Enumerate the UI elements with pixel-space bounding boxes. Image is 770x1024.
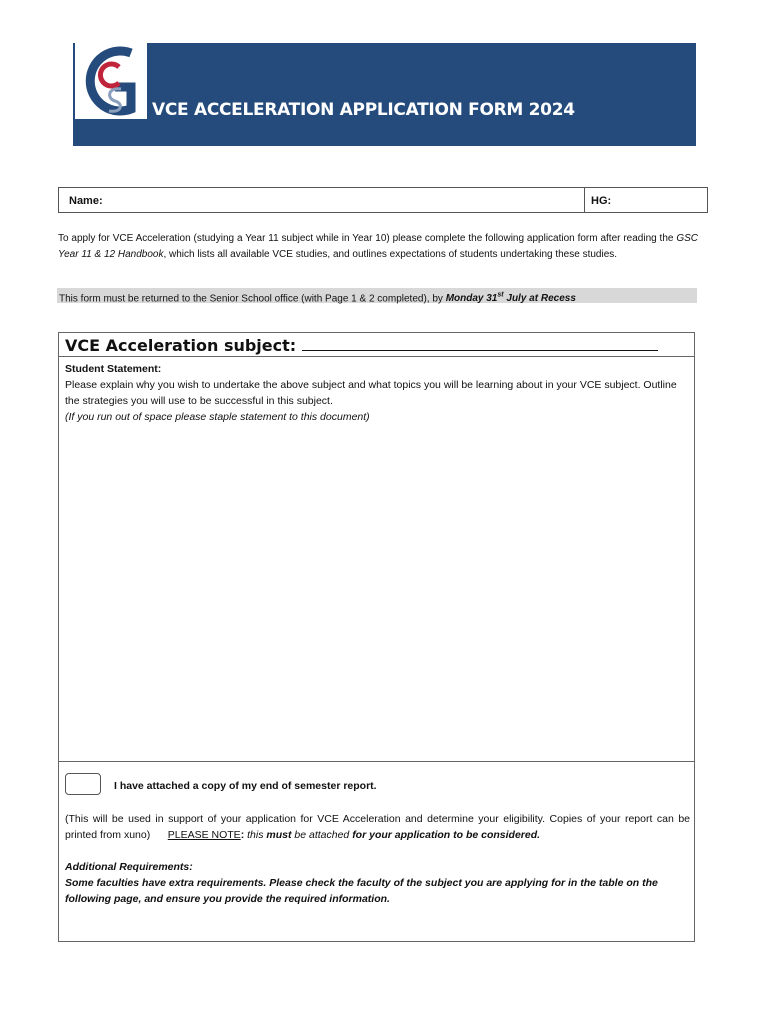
note-this: this (247, 829, 267, 841)
additional-requirements (65, 859, 690, 907)
form-title: VCE ACCELERATION APPLICATION FORM 2024 (152, 100, 575, 120)
subject-row (59, 333, 694, 357)
subject-label: VCE Acceleration subject: (65, 336, 297, 355)
gsc-logo-icon (75, 43, 147, 119)
statement-note: (If you run out of space please staple statement to this document) (65, 411, 370, 423)
note-be-attached: be attached (291, 829, 353, 841)
student-statement (65, 361, 685, 425)
statement-divider (59, 761, 694, 762)
note-considered: for your application to be considered. (352, 829, 541, 841)
usage-text: (This will be used in support of your application for VCE Acceleration and determine your eligibility. Copies of your report can be printed from xuno) (65, 813, 690, 841)
deadline-notice (57, 288, 697, 303)
additional-heading: Additional Requirements: (65, 861, 193, 873)
intro-text-2: , which lists all available VCE studies, and outlines expectations of students undertaking these studies. (163, 248, 618, 260)
statement-body: Please explain why you wish to undertake the above subject and what topics you will be learning about in your VCE subject. Outline the strategies you will use to be successful in this subject. (65, 379, 677, 407)
notice-text: This form must be returned to the Senior School office (with Page 1 & 2 completed), by (59, 293, 446, 305)
hg-label: HG: (591, 195, 612, 207)
report-usage-note (65, 811, 690, 843)
subject-input-line[interactable] (302, 336, 658, 351)
additional-body: Some faculties have extra requirements. Please check the faculty of the subject you are applying for in the table on the following page, and ensure you provide the required information. (65, 877, 658, 905)
header-strip (73, 119, 696, 146)
application-box (58, 332, 695, 942)
deadline-day: Monday 31 (445, 293, 498, 305)
please-note-colon: : (240, 829, 248, 841)
please-note: PLEASE NOTE (167, 829, 241, 841)
name-label: Name: (69, 195, 103, 207)
deadline (446, 293, 576, 304)
intro-paragraph (58, 231, 698, 262)
name-hg-row (58, 187, 708, 213)
note-must: must (266, 829, 292, 841)
report-attached-label: I have attached a copy of my end of semester report. (114, 780, 377, 792)
handbook-title: GSC Year 11 & 12 Handbook (58, 233, 698, 260)
name-field[interactable] (59, 188, 585, 212)
deadline-time: July at Recess (503, 293, 576, 305)
intro-text-1: To apply for VCE Acceleration (studying a Year 11 subject while in Year 10) please complete the following application form after reading the (58, 233, 677, 244)
hg-field[interactable] (585, 188, 707, 212)
school-logo (75, 43, 147, 119)
deadline-suffix: st (497, 292, 504, 299)
statement-heading: Student Statement: (65, 363, 162, 375)
report-attached-checkbox[interactable] (65, 773, 101, 795)
